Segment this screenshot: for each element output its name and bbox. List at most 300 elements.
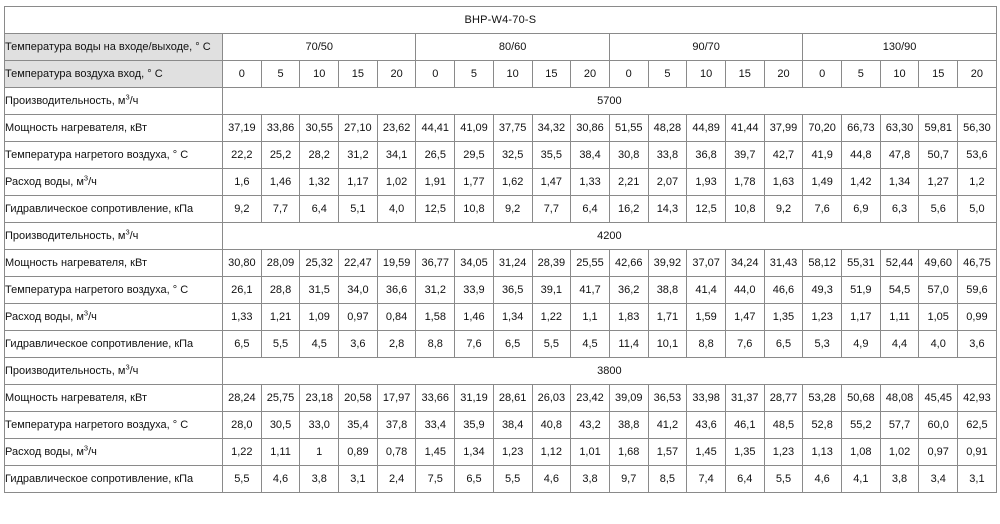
row-label-hydraulic-resistance: Гидравлическое сопротивление, кПа <box>5 196 223 223</box>
hydraulic-resistance-value: 2,8 <box>377 331 416 358</box>
water-flow-value: 1,68 <box>609 439 648 466</box>
air-temp-value: 20 <box>377 61 416 88</box>
heater-power-value: 66,73 <box>842 115 881 142</box>
hydraulic-resistance-value: 3,8 <box>880 466 919 493</box>
heated-air-temp-value: 25,2 <box>261 142 300 169</box>
heater-power-value: 36,77 <box>416 250 455 277</box>
capacity-row-3 <box>5 358 997 385</box>
hydraulic-resistance-value: 5,1 <box>339 196 378 223</box>
air-temp-header-row <box>5 61 997 88</box>
water-flow-value: 1,91 <box>416 169 455 196</box>
water-flow-value: 0,78 <box>377 439 416 466</box>
water-flow-value: 1,11 <box>261 439 300 466</box>
heated-air-temp-value: 31,5 <box>300 277 339 304</box>
heater-power-value: 41,44 <box>725 115 764 142</box>
air-temp-value: 15 <box>725 61 764 88</box>
water-flow-value: 1,05 <box>919 304 958 331</box>
heated-air-temp-value: 33,0 <box>300 412 339 439</box>
heated-air-temp-value: 34,1 <box>377 142 416 169</box>
hydraulic-resistance-value: 5,6 <box>919 196 958 223</box>
heated-air-temp-value: 33,9 <box>455 277 494 304</box>
air-temp-value: 15 <box>339 61 378 88</box>
heater-power-value: 44,41 <box>416 115 455 142</box>
hydraulic-resistance-value: 7,7 <box>261 196 300 223</box>
heater-power-value: 56,30 <box>958 115 997 142</box>
hydraulic-resistance-value: 5,3 <box>803 331 842 358</box>
hydraulic-resistance-value: 16,2 <box>609 196 648 223</box>
water-flow-value: 1,45 <box>687 439 726 466</box>
heated-air-temp-value: 41,9 <box>803 142 842 169</box>
hydraulic-resistance-value: 3,8 <box>300 466 339 493</box>
heated-air-temp-value: 57,0 <box>919 277 958 304</box>
capacity-value: 5700 <box>223 88 997 115</box>
heated-air-temp-row-1 <box>5 142 997 169</box>
hydraulic-resistance-value: 3,4 <box>919 466 958 493</box>
heater-power-value: 31,24 <box>493 250 532 277</box>
heated-air-temp-value: 33,4 <box>416 412 455 439</box>
heated-air-temp-value: 43,6 <box>687 412 726 439</box>
heated-air-temp-value: 39,7 <box>725 142 764 169</box>
water-flow-row-2 <box>5 304 997 331</box>
hydraulic-resistance-value: 10,8 <box>455 196 494 223</box>
row-label-heater-power: Мощность нагревателя, кВт <box>5 250 223 277</box>
heated-air-temp-value: 39,1 <box>532 277 571 304</box>
heated-air-temp-value: 46,1 <box>725 412 764 439</box>
heater-power-value: 49,60 <box>919 250 958 277</box>
heater-power-value: 26,03 <box>532 385 571 412</box>
heater-power-value: 30,55 <box>300 115 339 142</box>
hydraulic-resistance-value: 7,6 <box>803 196 842 223</box>
unit-exponent: 3 <box>125 227 130 237</box>
heater-power-row-1 <box>5 115 997 142</box>
air-temp-value: 20 <box>958 61 997 88</box>
air-temp-value: 10 <box>880 61 919 88</box>
hydraulic-resistance-value: 5,5 <box>764 466 803 493</box>
heated-air-temp-value: 48,5 <box>764 412 803 439</box>
water-flow-value: 0,97 <box>919 439 958 466</box>
heated-air-temp-row-2 <box>5 277 997 304</box>
heater-power-value: 31,19 <box>455 385 494 412</box>
heater-power-value: 34,24 <box>725 250 764 277</box>
water-flow-value: 1,02 <box>377 169 416 196</box>
water-temp-group-2: 80/60 <box>416 34 609 61</box>
heater-power-value: 30,80 <box>223 250 262 277</box>
heater-power-value: 25,32 <box>300 250 339 277</box>
heater-power-value: 70,20 <box>803 115 842 142</box>
hydraulic-resistance-value: 6,5 <box>764 331 803 358</box>
heated-air-temp-value: 29,5 <box>455 142 494 169</box>
hydraulic-resistance-value: 4,5 <box>300 331 339 358</box>
unit-exponent: 3 <box>83 173 89 183</box>
water-flow-value: 1,27 <box>919 169 958 196</box>
hydraulic-resistance-value: 8,5 <box>648 466 687 493</box>
water-flow-value: 1,01 <box>571 439 610 466</box>
heated-air-temp-value: 30,5 <box>261 412 300 439</box>
water-flow-value: 1,35 <box>764 304 803 331</box>
hydraulic-resistance-value: 4,1 <box>842 466 881 493</box>
water-flow-value: 1,2 <box>958 169 997 196</box>
heater-power-value: 37,99 <box>764 115 803 142</box>
hydraulic-resistance-value: 5,5 <box>532 331 571 358</box>
water-flow-value: 1,93 <box>687 169 726 196</box>
heated-air-temp-value: 37,8 <box>377 412 416 439</box>
hydraulic-resistance-value: 8,8 <box>687 331 726 358</box>
air-temp-value: 0 <box>416 61 455 88</box>
heater-power-value: 58,12 <box>803 250 842 277</box>
hydraulic-resistance-value: 4,6 <box>532 466 571 493</box>
heater-power-value: 31,43 <box>764 250 803 277</box>
air-temp-value: 20 <box>764 61 803 88</box>
air-temp-value: 20 <box>571 61 610 88</box>
hydraulic-resistance-value: 6,5 <box>455 466 494 493</box>
hydraulic-resistance-value: 4,9 <box>842 331 881 358</box>
water-flow-value: 1,17 <box>842 304 881 331</box>
water-temp-header-row <box>5 34 997 61</box>
water-flow-value: 1,08 <box>842 439 881 466</box>
heated-air-temp-value: 44,8 <box>842 142 881 169</box>
heated-air-temp-value: 59,6 <box>958 277 997 304</box>
water-flow-value: 1,1 <box>571 304 610 331</box>
row-label-water-flow: Расход воды, $м^3/ч$ <box>5 304 223 331</box>
hydraulic-resistance-value: 10,1 <box>648 331 687 358</box>
heater-power-value: 42,93 <box>958 385 997 412</box>
heated-air-temp-value: 36,8 <box>687 142 726 169</box>
hydraulic-resistance-value: 6,9 <box>842 196 881 223</box>
hydraulic-resistance-value: 9,2 <box>223 196 262 223</box>
water-flow-value: 1,71 <box>648 304 687 331</box>
heater-power-row-2 <box>5 250 997 277</box>
heater-power-value: 48,08 <box>880 385 919 412</box>
hydraulic-resistance-value: 6,5 <box>493 331 532 358</box>
row-label-hydraulic-resistance: Гидравлическое сопротивление, кПа <box>5 331 223 358</box>
hydraulic-resistance-value: 14,3 <box>648 196 687 223</box>
water-flow-value: 1,33 <box>571 169 610 196</box>
heated-air-temp-value: 38,4 <box>571 142 610 169</box>
heater-power-value: 28,24 <box>223 385 262 412</box>
heated-air-temp-value: 51,9 <box>842 277 881 304</box>
heated-air-temp-value: 36,6 <box>377 277 416 304</box>
water-flow-value: 1,32 <box>300 169 339 196</box>
capacity-value: 4200 <box>223 223 997 250</box>
heated-air-temp-value: 47,8 <box>880 142 919 169</box>
water-flow-value: 1,23 <box>803 304 842 331</box>
unit-exponent: 3 <box>125 92 130 102</box>
heater-power-value: 19,59 <box>377 250 416 277</box>
water-flow-value: 2,21 <box>609 169 648 196</box>
hydraulic-resistance-value: 9,2 <box>764 196 803 223</box>
heated-air-temp-value: 62,5 <box>958 412 997 439</box>
hydraulic-resistance-value: 4,6 <box>803 466 842 493</box>
water-flow-value: 0,99 <box>958 304 997 331</box>
hydraulic-resistance-value: 12,5 <box>416 196 455 223</box>
heater-power-value: 34,05 <box>455 250 494 277</box>
heater-power-value: 37,19 <box>223 115 262 142</box>
heated-air-temp-value: 44,0 <box>725 277 764 304</box>
water-temp-group-4: 130/90 <box>803 34 996 61</box>
heated-air-temp-value: 50,7 <box>919 142 958 169</box>
heater-power-value: 36,53 <box>648 385 687 412</box>
water-flow-value: 1,47 <box>532 169 571 196</box>
heated-air-temp-value: 36,5 <box>493 277 532 304</box>
hydraulic-resistance-value: 3,6 <box>339 331 378 358</box>
specification-table <box>4 6 997 493</box>
row-label-air-temp: Температура воздуха вход, ° С <box>5 61 223 88</box>
water-flow-value: 0,91 <box>958 439 997 466</box>
heater-power-value: 27,10 <box>339 115 378 142</box>
hydraulic-resistance-row-1 <box>5 196 997 223</box>
row-label-water-temp: Температура воды на входе/выходе, ° С <box>5 34 223 61</box>
heated-air-temp-value: 32,5 <box>493 142 532 169</box>
water-flow-value: 0,97 <box>339 304 378 331</box>
water-flow-value: 1,45 <box>416 439 455 466</box>
hydraulic-resistance-value: 7,5 <box>416 466 455 493</box>
heated-air-temp-value: 31,2 <box>339 142 378 169</box>
hydraulic-resistance-value: 7,6 <box>725 331 764 358</box>
hydraulic-resistance-value: 6,5 <box>223 331 262 358</box>
water-flow-value: 1,21 <box>261 304 300 331</box>
heater-power-value: 39,92 <box>648 250 687 277</box>
heater-power-value: 34,32 <box>532 115 571 142</box>
heated-air-temp-value: 41,2 <box>648 412 687 439</box>
unit-exponent: 3 <box>125 362 130 372</box>
hydraulic-resistance-value: 7,4 <box>687 466 726 493</box>
capacity-row-1 <box>5 88 997 115</box>
row-label-water-flow: Расход воды, $м^3/ч$ <box>5 439 223 466</box>
unit-exponent: 3 <box>83 308 89 318</box>
heater-power-value: 59,81 <box>919 115 958 142</box>
water-flow-value: 1,02 <box>880 439 919 466</box>
water-flow-value: 1,11 <box>880 304 919 331</box>
water-flow-value: 1,63 <box>764 169 803 196</box>
heater-power-value: 23,42 <box>571 385 610 412</box>
water-flow-value: 1,42 <box>842 169 881 196</box>
water-flow-value: 1,46 <box>455 304 494 331</box>
air-temp-value: 0 <box>223 61 262 88</box>
heater-power-value: 33,66 <box>416 385 455 412</box>
hydraulic-resistance-value: 4,4 <box>880 331 919 358</box>
row-label-heated-air-temp: Температура нагретого воздуха, ° С <box>5 412 223 439</box>
heater-power-value: 45,45 <box>919 385 958 412</box>
hydraulic-resistance-row-3 <box>5 466 997 493</box>
heated-air-temp-value: 41,7 <box>571 277 610 304</box>
heater-power-value: 30,86 <box>571 115 610 142</box>
hydraulic-resistance-value: 9,2 <box>493 196 532 223</box>
water-temp-group-3: 90/70 <box>609 34 802 61</box>
heater-power-value: 50,68 <box>842 385 881 412</box>
water-flow-value: 1,58 <box>416 304 455 331</box>
heated-air-temp-value: 38,4 <box>493 412 532 439</box>
hydraulic-resistance-value: 7,6 <box>455 331 494 358</box>
hydraulic-resistance-value: 6,3 <box>880 196 919 223</box>
air-temp-value: 15 <box>919 61 958 88</box>
heated-air-temp-value: 43,2 <box>571 412 610 439</box>
water-flow-value: 1,62 <box>493 169 532 196</box>
heated-air-temp-value: 22,2 <box>223 142 262 169</box>
water-flow-row-3 <box>5 439 997 466</box>
heater-power-value: 51,55 <box>609 115 648 142</box>
hydraulic-resistance-value: 4,6 <box>261 466 300 493</box>
hydraulic-resistance-value: 4,5 <box>571 331 610 358</box>
hydraulic-resistance-value: 3,1 <box>339 466 378 493</box>
row-label-water-flow: Расход воды, $м^3/ч$ <box>5 169 223 196</box>
water-flow-value: 1,46 <box>261 169 300 196</box>
row-label-heater-power: Мощность нагревателя, кВт <box>5 385 223 412</box>
air-temp-value: 5 <box>842 61 881 88</box>
heated-air-temp-row-3 <box>5 412 997 439</box>
heater-power-value: 22,47 <box>339 250 378 277</box>
heater-power-value: 28,61 <box>493 385 532 412</box>
heater-power-value: 63,30 <box>880 115 919 142</box>
heater-power-value: 28,09 <box>261 250 300 277</box>
row-label-capacity: Производительность, $м^3/ч$ <box>5 88 223 115</box>
heated-air-temp-value: 60,0 <box>919 412 958 439</box>
heater-power-value: 41,09 <box>455 115 494 142</box>
heated-air-temp-value: 41,4 <box>687 277 726 304</box>
heated-air-temp-value: 30,8 <box>609 142 648 169</box>
water-flow-value: 1,6 <box>223 169 262 196</box>
water-flow-value: 1,23 <box>764 439 803 466</box>
water-flow-value: 1,77 <box>455 169 494 196</box>
air-temp-value: 5 <box>648 61 687 88</box>
heated-air-temp-value: 36,2 <box>609 277 648 304</box>
heated-air-temp-value: 33,8 <box>648 142 687 169</box>
heated-air-temp-value: 55,2 <box>842 412 881 439</box>
water-flow-value: 1,57 <box>648 439 687 466</box>
heater-power-value: 23,62 <box>377 115 416 142</box>
hydraulic-resistance-value: 5,0 <box>958 196 997 223</box>
heater-power-value: 39,09 <box>609 385 648 412</box>
water-flow-value: 1,09 <box>300 304 339 331</box>
water-flow-value: 1,17 <box>339 169 378 196</box>
heater-power-value: 23,18 <box>300 385 339 412</box>
air-temp-value: 10 <box>493 61 532 88</box>
hydraulic-resistance-value: 6,4 <box>725 466 764 493</box>
hydraulic-resistance-value: 6,4 <box>571 196 610 223</box>
air-temp-value: 0 <box>803 61 842 88</box>
heated-air-temp-value: 35,9 <box>455 412 494 439</box>
water-flow-value: 1,33 <box>223 304 262 331</box>
heated-air-temp-value: 57,7 <box>880 412 919 439</box>
hydraulic-resistance-value: 9,7 <box>609 466 648 493</box>
water-flow-row-1 <box>5 169 997 196</box>
water-flow-value: 0,84 <box>377 304 416 331</box>
heater-power-value: 37,07 <box>687 250 726 277</box>
heated-air-temp-value: 35,5 <box>532 142 571 169</box>
heated-air-temp-value: 53,6 <box>958 142 997 169</box>
heated-air-temp-value: 28,8 <box>261 277 300 304</box>
heater-power-value: 46,75 <box>958 250 997 277</box>
water-flow-value: 1,83 <box>609 304 648 331</box>
heated-air-temp-value: 35,4 <box>339 412 378 439</box>
hydraulic-resistance-value: 3,6 <box>958 331 997 358</box>
heater-power-value: 25,75 <box>261 385 300 412</box>
capacity-value: 3800 <box>223 358 997 385</box>
model-title-row <box>5 7 997 34</box>
heater-power-value: 33,98 <box>687 385 726 412</box>
hydraulic-resistance-value: 5,5 <box>223 466 262 493</box>
air-temp-value: 5 <box>261 61 300 88</box>
heated-air-temp-value: 49,3 <box>803 277 842 304</box>
row-label-heated-air-temp: Температура нагретого воздуха, ° С <box>5 277 223 304</box>
heater-power-value: 31,37 <box>725 385 764 412</box>
water-flow-value: 1,23 <box>493 439 532 466</box>
air-temp-value: 10 <box>300 61 339 88</box>
water-flow-value: 1,47 <box>725 304 764 331</box>
water-flow-value: 1,78 <box>725 169 764 196</box>
row-label-capacity: Производительность, $м^3/ч$ <box>5 358 223 385</box>
heated-air-temp-value: 40,8 <box>532 412 571 439</box>
hydraulic-resistance-value: 11,4 <box>609 331 648 358</box>
row-label-heated-air-temp: Температура нагретого воздуха, ° С <box>5 142 223 169</box>
air-temp-value: 10 <box>687 61 726 88</box>
heated-air-temp-value: 31,2 <box>416 277 455 304</box>
heater-power-value: 25,55 <box>571 250 610 277</box>
water-flow-value: 1,12 <box>532 439 571 466</box>
heated-air-temp-value: 34,0 <box>339 277 378 304</box>
heater-power-value: 33,86 <box>261 115 300 142</box>
water-flow-value: 1,59 <box>687 304 726 331</box>
water-flow-value: 1,22 <box>532 304 571 331</box>
heated-air-temp-value: 52,8 <box>803 412 842 439</box>
water-flow-value: 1,13 <box>803 439 842 466</box>
heater-power-value: 48,28 <box>648 115 687 142</box>
unit-exponent: 3 <box>83 443 89 453</box>
water-flow-value: 1,34 <box>493 304 532 331</box>
hydraulic-resistance-value: 12,5 <box>687 196 726 223</box>
heater-power-value: 20,58 <box>339 385 378 412</box>
hydraulic-resistance-value: 4,0 <box>377 196 416 223</box>
row-label-capacity: Производительность, $м^3/ч$ <box>5 223 223 250</box>
air-temp-value: 15 <box>532 61 571 88</box>
heater-power-value: 28,39 <box>532 250 571 277</box>
air-temp-value: 5 <box>455 61 494 88</box>
hydraulic-resistance-value: 5,5 <box>261 331 300 358</box>
heater-power-value: 53,28 <box>803 385 842 412</box>
hydraulic-resistance-value: 4,0 <box>919 331 958 358</box>
hydraulic-resistance-value: 7,7 <box>532 196 571 223</box>
hydraulic-resistance-value: 5,5 <box>493 466 532 493</box>
heater-power-value: 17,97 <box>377 385 416 412</box>
heated-air-temp-value: 46,6 <box>764 277 803 304</box>
heated-air-temp-value: 28,0 <box>223 412 262 439</box>
hydraulic-resistance-value: 8,8 <box>416 331 455 358</box>
hydraulic-resistance-value: 10,8 <box>725 196 764 223</box>
hydraulic-resistance-value: 2,4 <box>377 466 416 493</box>
heated-air-temp-value: 38,8 <box>648 277 687 304</box>
water-flow-value: 1,22 <box>223 439 262 466</box>
water-flow-value: 1,34 <box>455 439 494 466</box>
hydraulic-resistance-value: 3,1 <box>958 466 997 493</box>
water-flow-value: 2,07 <box>648 169 687 196</box>
heater-power-value: 52,44 <box>880 250 919 277</box>
heated-air-temp-value: 28,2 <box>300 142 339 169</box>
water-flow-value: 1,35 <box>725 439 764 466</box>
heated-air-temp-value: 42,7 <box>764 142 803 169</box>
heater-power-value: 37,75 <box>493 115 532 142</box>
hydraulic-resistance-row-2 <box>5 331 997 358</box>
heated-air-temp-value: 54,5 <box>880 277 919 304</box>
air-temp-value: 0 <box>609 61 648 88</box>
capacity-row-2 <box>5 223 997 250</box>
heater-power-value: 28,77 <box>764 385 803 412</box>
row-label-hydraulic-resistance: Гидравлическое сопротивление, кПа <box>5 466 223 493</box>
water-flow-value: 1 <box>300 439 339 466</box>
hydraulic-resistance-value: 3,8 <box>571 466 610 493</box>
row-label-heater-power: Мощность нагревателя, кВт <box>5 115 223 142</box>
table-body <box>5 7 997 493</box>
heated-air-temp-value: 26,5 <box>416 142 455 169</box>
model-title: BHP-W4-70-S <box>5 7 997 34</box>
